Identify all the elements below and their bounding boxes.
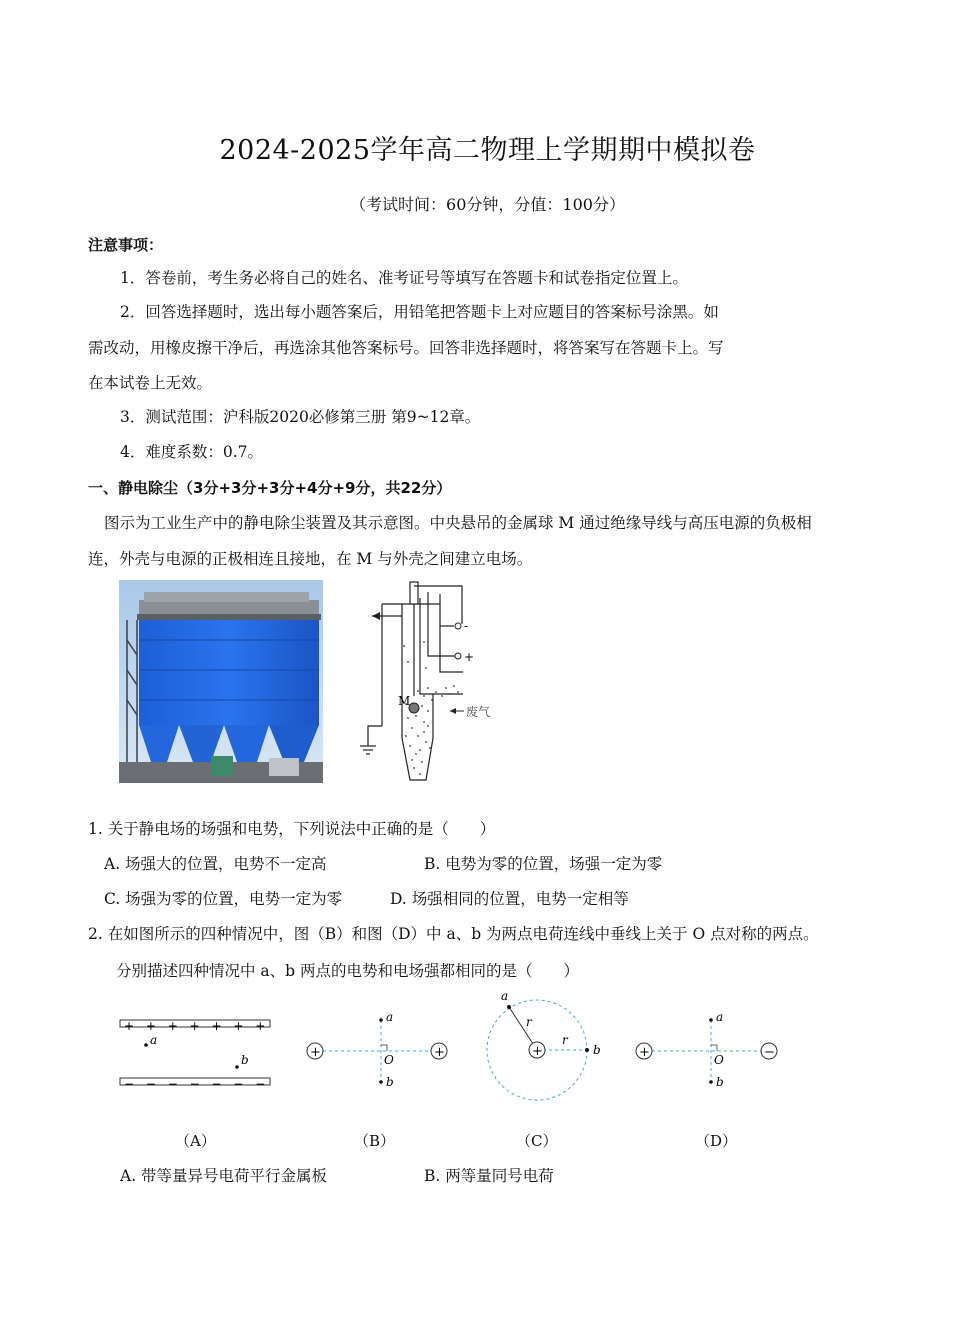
q2-c-radius-1: r [526, 1015, 532, 1029]
q2-a-point-b: b [241, 1053, 249, 1067]
q2-figure-d [636, 1010, 777, 1089]
q2-b-point-o: O [384, 1053, 394, 1067]
exam-title: 2024-2025学年高二物理上学期期中模拟卷 [219, 135, 756, 166]
precipitator-schematic [358, 576, 508, 791]
section-1-heading: 一、静电除尘（3分+3分+3分+4分+9分，共22分） [88, 479, 452, 497]
exam-subtitle: （考试时间：60分钟，分值：100分） [350, 195, 625, 214]
q2-d-right-charge: − [764, 1045, 775, 1060]
q1-stem: 1. 关于静电场的场强和电势，下列说法中正确的是（ ） [88, 820, 496, 838]
precipitator-photo [119, 580, 323, 783]
notice-item-2-line-3: 在本试卷上无效。 [88, 374, 213, 392]
notice-heading: 注意事项： [88, 236, 164, 254]
q2-caption-a: （A） [175, 1132, 216, 1150]
q2-c-point-b: b [593, 1043, 601, 1057]
q2-b-point-b: b [386, 1075, 394, 1089]
q2-figure-a [120, 1019, 270, 1091]
section-1-intro-line-1: 图示为工业生产中的静电除尘装置及其示意图。中央悬吊的金属球 M 通过绝缘导线与高压电源的负极相 [104, 514, 812, 532]
q2-stem-line-2: 分别描述四种情况中 a、b 两点的电势和电场强都相同的是（ ） [116, 962, 580, 980]
q2-figure-b [307, 1010, 447, 1089]
q2-c-radius-2: r [562, 1033, 568, 1047]
q2-caption-c: （C） [516, 1132, 558, 1150]
schematic-plus-label: + [464, 650, 475, 664]
notice-item-3: 3．测试范围：沪科版2020必修第三册 第9~12章。 [120, 408, 481, 426]
q2-option-a: A. 带等量异号电荷平行金属板 [120, 1167, 328, 1185]
schematic-minus-label: - [464, 619, 469, 633]
q2-d-left-charge: + [639, 1045, 650, 1060]
schematic-ball-label: M [398, 694, 411, 708]
q2-b-left-charge: + [310, 1045, 321, 1060]
q2-d-point-o: O [714, 1053, 724, 1067]
q2-figure-c [487, 989, 601, 1100]
q2-caption-b: （B） [354, 1132, 396, 1150]
q2-b-right-charge: + [434, 1045, 445, 1060]
schematic-waste-gas-label: 废气 [466, 705, 491, 719]
q2-c-point-a: a [501, 989, 509, 1003]
q2-a-top-charges: + + + + + + + [124, 1019, 270, 1033]
q2-figures [110, 989, 800, 1102]
q2-d-point-b: b [716, 1075, 724, 1089]
q2-b-point-a: a [386, 1010, 394, 1024]
notice-item-2-line-1: 2．回答选择题时，选出每小题答案后，用铅笔把答题卡上对应题目的答案标号涂黑。如 [120, 303, 719, 321]
q2-a-point-a: a [150, 1033, 158, 1047]
q1-option-c: C. 场强为零的位置，电势一定为零 [104, 890, 343, 908]
section-1-intro-line-2: 连，外壳与电源的正极相连且接地，在 M 与外壳之间建立电场。 [88, 550, 533, 568]
q2-a-bottom-charges: − − − − − − − [124, 1077, 270, 1091]
q2-d-point-a: a [716, 1010, 724, 1024]
q2-c-center-charge: + [532, 1044, 543, 1059]
notice-item-1: 1．答卷前，考生务必将自己的姓名、准考证号等填写在答题卡和试卷指定位置上。 [120, 269, 688, 287]
q1-option-a: A. 场强大的位置，电势不一定高 [104, 855, 327, 873]
q2-option-b: B. 两等量同号电荷 [424, 1167, 554, 1185]
notice-item-4: 4．难度系数：0.7。 [120, 443, 264, 461]
q2-caption-d: （D） [695, 1132, 738, 1150]
q2-stem-line-1: 2. 在如图所示的四种情况中，图（B）和图（D）中 a、b 为两点电荷连线中垂线上关于 O 点对称的两点。 [88, 925, 819, 943]
q1-option-d: D. 场强相同的位置，电势一定相等 [390, 890, 629, 908]
q1-option-b: B. 电势为零的位置，场强一定为零 [424, 855, 663, 873]
notice-item-2-line-2: 需改动，用橡皮擦干净后，再选涂其他答案标号。回答非选择题时，将答案写在答题卡上。写 [88, 339, 724, 357]
